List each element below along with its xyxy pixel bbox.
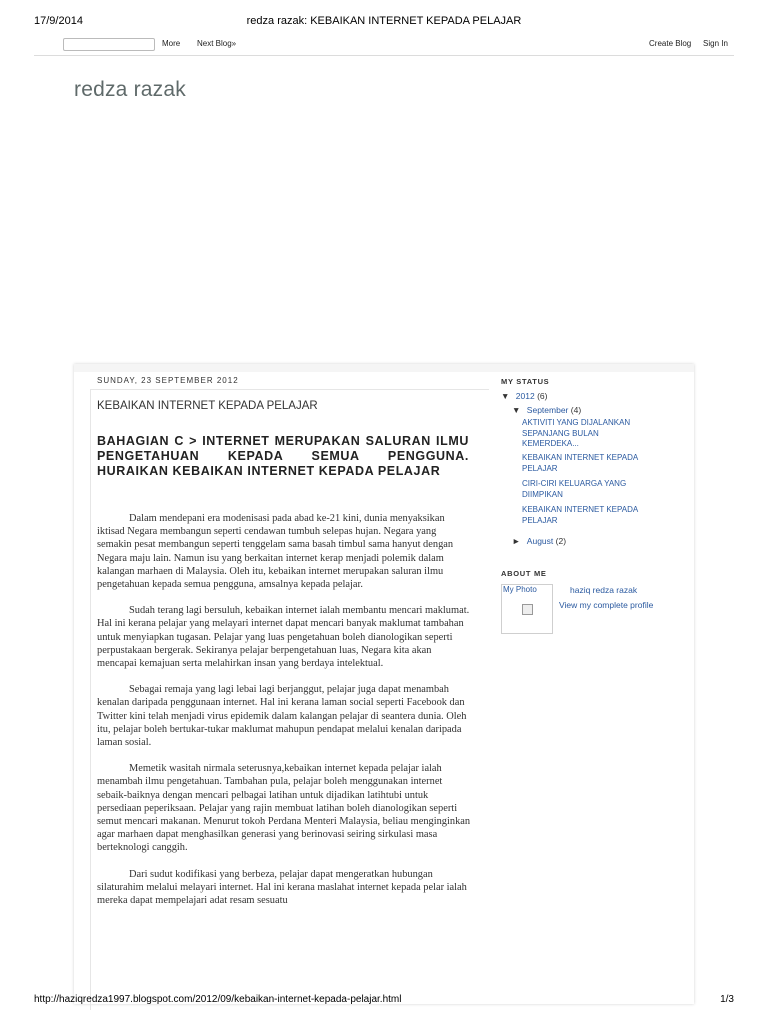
archive-year-link[interactable]: 2012 <box>515 391 535 401</box>
print-page-title: redza razak: KEBAIKAN INTERNET KEPADA PELAJAR <box>246 15 522 27</box>
expand-down-icon[interactable]: ▼ <box>512 405 521 415</box>
expand-down-icon[interactable]: ▼ <box>501 391 510 401</box>
print-date: 17/9/2014 <box>34 15 83 27</box>
archive-year-row <box>501 391 547 401</box>
blog-title[interactable]: redza razak <box>74 78 186 101</box>
archive-other-month-link[interactable]: August <box>526 536 554 546</box>
post-paragraph: Sebagai remaja yang lagi lebai lagi berjanggut, pelajar juga dapat menambah kenalan daripada penggunaan internet. Hal ini kerana laman social seperti Facebook dan Twitter kini telah menjadi virus epidemik dalam kalangan pelajar di seantera dunia. Oleh itu, pelajar boleh bertukar-tukar maklumat mahupun pendapat melalui kenalan daripada laman sosial. <box>97 684 467 749</box>
archive-post-link[interactable]: AKTIVITI YANG DIJALANKAN SEPANJANG BULAN KEMERDEKA... <box>522 418 631 448</box>
my-status-heading: MY STATUS <box>501 377 550 386</box>
post-paragraph: Sudah terang lagi bersuluh, kebaikan internet ialah membantu mencari maklumat. Hal ini kerana pelajar yang melayari internet dapat mencari banyak maklumat tambahan untuk menyiapkan tugasan. Pelajar yang luas pengetahuan boleh dianologikan seperti perpustakaan bergerak. Sekiranya pelajar berpengetahuan luas, Negara kita akan mencapai kemajuan serta melahirkan insan yang berdaya intelektual. <box>97 605 470 670</box>
about-me-heading: ABOUT ME <box>501 569 547 578</box>
print-url: http://haziqredza1997.blogspot.com/2012/09/kebaikan-internet-kepada-pelajar.html <box>34 994 402 1005</box>
post-heading: BAHAGIAN C > INTERNET MERUPAKAN SALURAN ILMU PENGETAHUAN KEPADA SEMUA PENGGUNA. HURAIKAN KEBAIKAN INTERNET KEPADA PELAJAR <box>97 434 469 478</box>
archive-month-row <box>512 405 581 415</box>
archive-other-month-row <box>512 536 566 546</box>
broken-image-icon <box>522 604 533 615</box>
archive-year-count: (6) <box>537 391 548 401</box>
archive-post-link[interactable]: CIRI-CIRI KELUARGA YANG DIIMPIKAN <box>522 479 627 499</box>
post-paragraph: Dalam mendepani era modenisasi pada abad ke-21 kini, dunia menyaksikan iktisad Negara membangun seperti cendawan tumbuh selepas hujan. Negara yang semakin pesat membangun seperti tenggelam sama basah timbul sama hanyut dengan Negara maju lain. Namun isu yang berkaitan internet kerap menjadi polemik dalam kalangan marhaen di Malaysia. Oleh itu, kebaikan internet merupakan saluran ilmu pengetahuan kepada semua pengguna, amsalnya kepada pelajar. <box>97 513 454 591</box>
post-body <box>97 512 471 920</box>
next-blog-link[interactable]: Next Blog» <box>197 39 237 48</box>
blogger-navbar <box>34 34 734 56</box>
more-link[interactable]: More <box>162 39 181 48</box>
archive-month-count: (4) <box>570 405 582 415</box>
post-paragraph: Memetik wasitah nirmala seterusnya,kebaikan internet kepada pelajar ialah menambah ilmu pengetahuan. Tambahan pula, pelajar boleh menggunakan internet sebaik-baiknya dengan mencari pelbagai latihan untuk dijadikan latihtubi untuk persediaan peperiksaan. Pelajar yang rajin membuat latihan boleh dianologikan seperti semut mencari makanan. Menurut tokoh Perdana Menteri Malaysia, beliau menginginkan agar marhaen dapat menghasilkan generasi yang berinovasi seiring sirkulasi masa berteknologi canggih. <box>97 763 471 854</box>
profile-photo-alt: My Photo <box>503 585 537 594</box>
create-blog-link[interactable]: Create Blog <box>649 39 692 48</box>
navbar-search-input[interactable] <box>63 38 155 51</box>
post-paragraph: Dari sudut kodifikasi yang berbeza, pelajar dapat mengeratkan hubungan silaturahim melalui melayari internet. Hal ini kerana maslahat internet kepada pelar ialah mereka dapat mempelajari adat resam sesuatu <box>97 868 467 907</box>
post-date-header: SUNDAY, 23 SEPTEMBER 2012 <box>97 376 239 385</box>
sign-in-link[interactable]: Sign In <box>703 39 728 48</box>
expand-right-icon[interactable]: ► <box>512 536 521 546</box>
post-title[interactable]: KEBAIKAN INTERNET KEPADA PELAJAR <box>97 400 318 412</box>
archive-post-link[interactable]: KEBAIKAN INTERNET KEPADA PELAJAR <box>522 453 638 473</box>
profile-name-link[interactable]: haziq redza razak <box>570 585 638 595</box>
archive-other-month-count: (2) <box>555 536 567 546</box>
archive-post-link[interactable]: KEBAIKAN INTERNET KEPADA PELAJAR <box>522 505 638 525</box>
profile-photo[interactable] <box>501 584 553 634</box>
view-profile-link[interactable]: View my complete profile <box>559 600 654 610</box>
print-page-number: 1/3 <box>720 994 734 1005</box>
content-top-strip <box>74 364 694 372</box>
archive-month-link[interactable]: September <box>526 405 569 415</box>
